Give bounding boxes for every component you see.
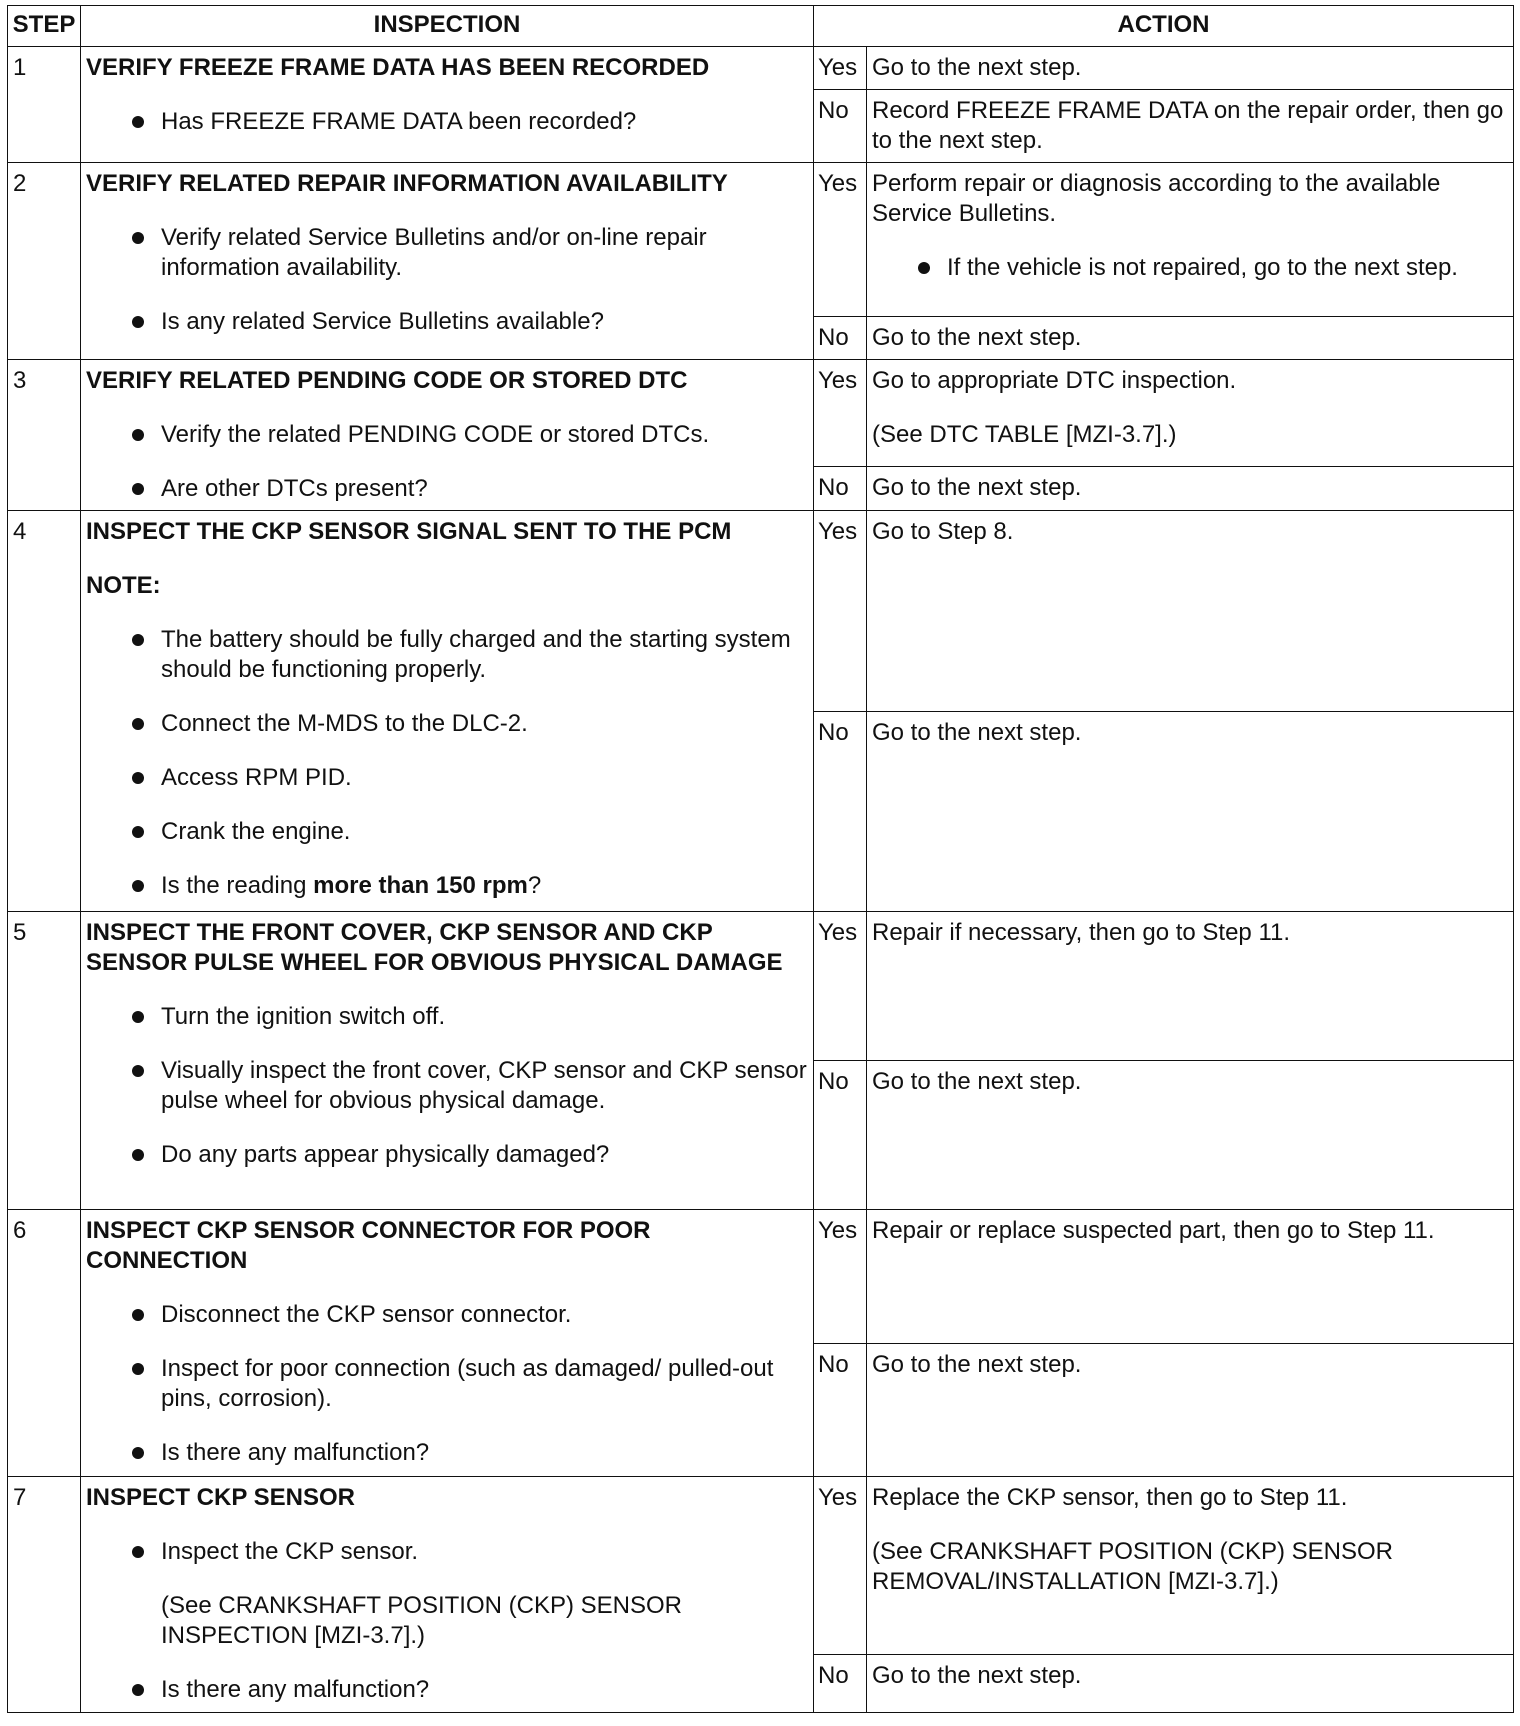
step-title: INSPECT THE FRONT COVER, CKP SENSOR AND CKP SENSOR PULSE WHEEL FOR OBVIOUS PHYSICAL DAMAGE [86, 919, 783, 976]
yes-action-cell [867, 1477, 1514, 1655]
inspection-bullet: Is there any malfunction? [86, 1438, 809, 1468]
inspection-cell [81, 511, 814, 912]
yes-label: Yes [814, 360, 867, 467]
yes-action: Perform repair or diagnosis according to the available Service Bulletins. [872, 170, 1441, 227]
inspection-bullet: Disconnect the CKP sensor connector. [86, 1300, 809, 1330]
yes-action-cell [867, 163, 1514, 317]
no-label: No [814, 712, 867, 912]
step-title: VERIFY FREEZE FRAME DATA HAS BEEN RECORDED [86, 54, 710, 81]
table-row [8, 1210, 1514, 1344]
inspection-cell [81, 360, 814, 511]
no-action: Go to the next step. [867, 712, 1514, 912]
inspection-bullet: Has FREEZE FRAME DATA been recorded? [86, 107, 809, 137]
yes-action: Repair if necessary, then go to Step 11. [867, 912, 1514, 1061]
yes-reference: (See CRANKSHAFT POSITION (CKP) SENSOR REMOVAL/INSTALLATION [MZI-3.7].) [872, 1538, 1393, 1595]
inspection-cell [81, 1477, 814, 1713]
step-number: 6 [8, 1210, 81, 1477]
inspection-bullet: Do any parts appear physically damaged? [86, 1140, 809, 1170]
yes-label: Yes [814, 912, 867, 1061]
no-action: Go to the next step. [867, 1344, 1514, 1477]
step-number: 5 [8, 912, 81, 1210]
inspection-question [86, 871, 809, 901]
inspection-bullet: Verify related Service Bulletins and/or on-line repair information availability. [86, 223, 809, 283]
question-threshold: more than 150 rpm [313, 872, 528, 899]
header-row [8, 6, 1514, 47]
inspection-cell [81, 47, 814, 163]
note-label: NOTE: [86, 572, 161, 599]
yes-action: Repair or replace suspected part, then go to Step 11. [867, 1210, 1514, 1344]
step-title: INSPECT CKP SENSOR CONNECTOR FOR POOR CONNECTION [86, 1217, 651, 1274]
yes-action-cell [867, 360, 1514, 467]
inspection-bullet: Turn the ignition switch off. [86, 1002, 809, 1032]
inspection-cell [81, 163, 814, 360]
header-inspection: INSPECTION [81, 6, 814, 47]
inspection-cell [81, 1210, 814, 1477]
no-action: Go to the next step. [867, 1061, 1514, 1210]
table-row [8, 163, 1514, 317]
question-text: Is the reading [161, 872, 314, 899]
step-number: 3 [8, 360, 81, 511]
inspection-cell [81, 912, 814, 1210]
step-title: INSPECT CKP SENSOR [86, 1484, 355, 1511]
inspection-bullet: Is any related Service Bulletins available? [86, 307, 809, 337]
no-action: Go to the next step. [867, 317, 1514, 360]
no-action: Go to the next step. [867, 1655, 1514, 1713]
no-label: No [814, 1655, 867, 1713]
step-number: 1 [8, 47, 81, 163]
yes-label: Yes [814, 47, 867, 90]
diagnostic-procedure-page [7, 5, 1513, 1713]
inspection-bullet: Inspect the CKP sensor. [86, 1537, 809, 1567]
no-label: No [814, 1061, 867, 1210]
no-label: No [814, 466, 867, 510]
inspection-reference: (See CRANKSHAFT POSITION (CKP) SENSOR INSPECTION [MZI-3.7].) [161, 1592, 682, 1649]
table-row [8, 47, 1514, 90]
step-number: 4 [8, 511, 81, 912]
inspection-bullet: Connect the M-MDS to the DLC-2. [86, 709, 809, 739]
yes-action: Go to Step 8. [867, 511, 1514, 712]
yes-label: Yes [814, 511, 867, 712]
inspection-bullet: Access RPM PID. [86, 763, 809, 793]
table-row [8, 1477, 1514, 1655]
table-row [8, 912, 1514, 1061]
yes-label: Yes [814, 1210, 867, 1344]
no-label: No [814, 317, 867, 360]
action-bullet: If the vehicle is not repaired, go to the next step. [872, 253, 1509, 283]
yes-action: Replace the CKP sensor, then go to Step 11. [872, 1484, 1348, 1511]
inspection-bullet: Crank the engine. [86, 817, 809, 847]
table-row [8, 360, 1514, 467]
no-action: Record FREEZE FRAME DATA on the repair order, then go to the next step. [867, 90, 1514, 163]
yes-action: Go to appropriate DTC inspection. [872, 367, 1237, 394]
yes-action: Go to the next step. [867, 47, 1514, 90]
header-step: STEP [8, 6, 81, 47]
inspection-bullet: Inspect for poor connection (such as damaged/ pulled-out pins, corrosion). [86, 1354, 809, 1414]
step-number: 7 [8, 1477, 81, 1713]
inspection-bullet: Verify the related PENDING CODE or stored DTCs. [86, 420, 809, 450]
step-number: 2 [8, 163, 81, 360]
inspection-bullet: Is there any malfunction? [86, 1675, 809, 1705]
yes-label: Yes [814, 1477, 867, 1655]
no-action: Go to the next step. [867, 466, 1514, 510]
inspection-bullet: The battery should be fully charged and the starting system should be functioning properly. [86, 625, 809, 685]
diagnostic-table [7, 5, 1514, 1713]
table-row [8, 511, 1514, 712]
question-end: ? [527, 872, 542, 899]
header-action: ACTION [814, 6, 1514, 47]
yes-reference: (See DTC TABLE [MZI-3.7].) [872, 421, 1177, 448]
no-label: No [814, 1344, 867, 1477]
step-title: INSPECT THE CKP SENSOR SIGNAL SENT TO THE PCM [86, 518, 732, 545]
step-title: VERIFY RELATED REPAIR INFORMATION AVAILABILITY [86, 170, 728, 197]
inspection-bullet: Visually inspect the front cover, CKP sensor and CKP sensor pulse wheel for obvious physical damage. [86, 1056, 809, 1116]
inspection-bullet: Are other DTCs present? [86, 474, 809, 504]
no-label: No [814, 90, 867, 163]
yes-label: Yes [814, 163, 867, 317]
step-title: VERIFY RELATED PENDING CODE OR STORED DTC [86, 367, 688, 394]
